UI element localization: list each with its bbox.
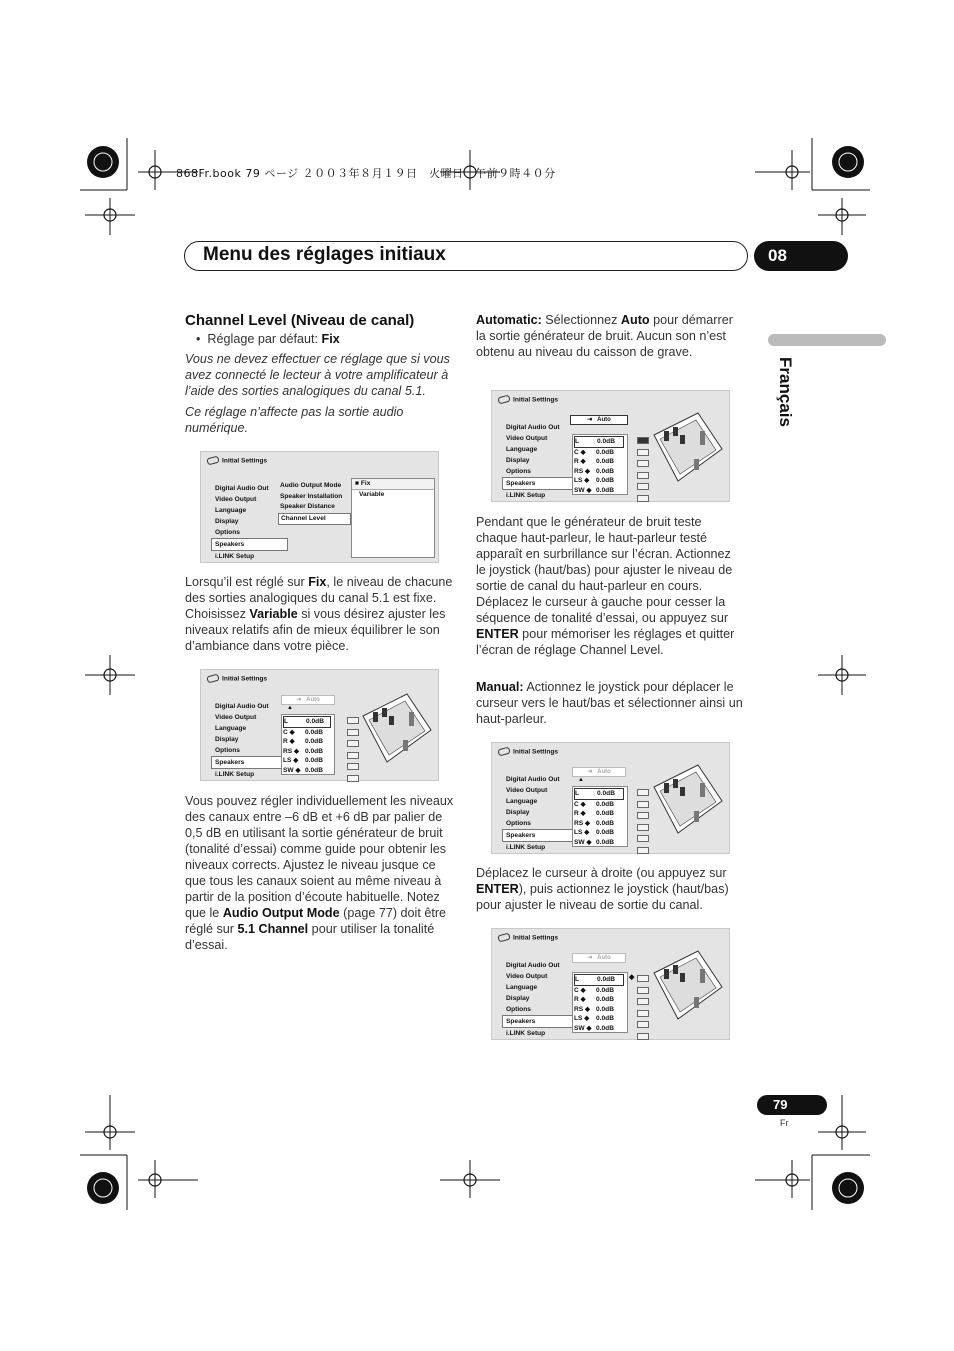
submenu-item-selected: Channel Level [278,513,351,526]
manual-paragraph: Manual: Actionnez le joystick pour déplacer le curseur vers le haut/bas et sélectionner ainsi un haut-parleur. [476,680,743,726]
noise-generator-paragraph: Pendant que le générateur de bruit teste chaque haut-parleur, le haut-parleur testé apparaît en surbrillance sur l’écran. Actionnez le joystick (haut/bas) pour ajuster le niveau de sortie de canal du haut-parleur en cours. Déplacez le curseur à gauche pour cesser la séquence de tonalité d’essai, ou appuyez sur ENTER pour mémoriser les réglages et quitter l’écran de réglage Channel Level. [476,515,735,657]
speaker-room-diagram [650,761,726,847]
settings-icon [206,456,219,466]
language-tab-bar [768,334,886,346]
default-setting-bullet: • Réglage par défaut: Fix [196,332,340,346]
settings-icon [497,747,510,757]
settings-icon [497,395,510,405]
chapter-number: 08 [768,246,787,265]
auto-button: ⇥ Auto [281,695,335,705]
level-bars [637,975,649,1044]
screen-title: Initial Settings [207,457,267,464]
channel-list: L 0.0dB C ◆ 0.0dB R ◆ 0.0dB RS ◆ 0.0dB LS ◆ 0.0dB SW ◆ 0.0dB [572,786,628,847]
fix-variable-paragraph: Lorsqu’il est réglé sur Fix, le niveau de chacune des sorties analogiques du canal 5.1 est fixe. Choisissez Variable si vous désirez ajuster les niveaux relatifs afin de mieux équilibrer le son d’ambiance dans votre pièce. [185,575,453,653]
adjust-arrow-icon: ◆ [629,974,635,981]
screen-title: Initial Settings [498,396,558,403]
screen-title: Initial Settings [498,934,558,941]
submenu-item: Speaker Installation [280,492,343,500]
section-title: Menu des réglages initiaux [203,244,446,265]
auto-button: ⇥ Auto [572,767,626,777]
channel-list: L 0.0dB C ◆ 0.0dB R ◆ 0.0dB RS ◆ 0.0dB LS ◆ 0.0dB SW ◆ 0.0dB [572,434,628,495]
screen-submenu [278,481,351,526]
note-analog-outputs: Vous ne devez effectuer ce réglage que si vous avez connecté le lecteur à votre amplificateur à l’aide des sorties analogiques du canal 5.1. [185,352,450,398]
menu-item: i.LINK Setup [215,553,255,560]
settings-icon [206,674,219,684]
print-header: 868Fr.book 79 ページ ２００３年８月１９日 火曜日 午前９時４０分 [176,167,556,180]
menu-item: Display [215,518,239,525]
menu-item-selected: Speakers [211,538,288,551]
speaker-room-diagram [359,690,435,776]
auto-button: ⇥ Auto [572,953,626,963]
submenu-item: Audio Output Mode [280,482,342,489]
screen-title: Initial Settings [498,748,558,755]
channel-list: L 0.0dB C ◆ 0.0dB R ◆ 0.0dB RS ◆ 0.0dB LS ◆ 0.0dB SW ◆ 0.0dB [281,714,335,775]
bullet-value: Fix [321,332,340,346]
channel-adjust-paragraph: Vous pouvez régler individuellement les niveaux des canaux entre –6 dB et +6 dB par palier de 0,5 dB en utilisant la sortie générateur de bruit (tonalité d’essai) comme guide pour obtenir les niveaux corrects. Ajustez le niveau jusque ce que tous les canaux soient au même niveau à partir de la position d’écoute habituelle. Notez que le Audio Output Mode (page 77) doit être réglé sur 5.1 Channel pour utiliser la tonalité d’essai. [185,794,454,952]
speaker-room-diagram [650,947,726,1033]
submenu-item: Speaker Distance [280,503,335,510]
channel-level-heading: Channel Level (Niveau de canal) [185,312,415,329]
screen-options-panel: ■ Fix Variable [351,478,435,558]
screen-title: Initial Settings [207,675,267,682]
page-language: Fr [780,1118,789,1128]
language-tab [770,358,806,432]
screen-main-menu: Digital Audio Out Video Output Language Display Options Speakers i.LINK Setup [506,422,579,501]
arrow-icon: ▲ [287,705,293,711]
page-number-badge [757,1095,827,1115]
level-bars [637,437,649,506]
menu-item: Language [215,507,247,514]
option-fix: Fix [360,480,371,487]
settings-icon [497,933,510,943]
screen-manual-mode [491,742,730,854]
arrow-icon: ▲ [578,777,584,783]
page-number: 79 [773,1097,788,1112]
language-label: Français [775,357,795,427]
menu-item: Digital Audio Out [215,485,269,492]
speaker-room-diagram [650,409,726,495]
channel-list: L 0.0dB C ◆ 0.0dB R ◆ 0.0dB RS ◆ 0.0dB LS ◆ 0.0dB SW ◆ 0.0dB [572,972,628,1033]
option-variable: Variable [359,491,385,498]
auto-button-active: ⇥ Auto [570,415,628,425]
screen-adjust-level [491,928,730,1040]
move-cursor-paragraph: Déplacez le curseur à droite (ou appuyez sur ENTER), puis actionnez le joystick (haut/bas) pour ajuster le niveau de sortie du canal. [476,866,729,912]
screen-main-menu: Digital Audio Out Video Output Language Display Options Speakers i.LINK Setup [215,701,288,780]
screen-channel-level-menu [200,451,439,563]
chapter-badge [754,241,848,271]
screen-main-menu: Digital Audio Out Video Output Language Display Options Speakers i.LINK Setup [506,960,579,1039]
automatic-paragraph: Automatic: Sélectionnez Auto pour démarrer la sortie générateur de bruit. Aucun son n’est obtenu au niveau du caisson de grave. [476,313,733,359]
screen-channel-levels-left [200,669,439,781]
note-digital-output: Ce réglage n’affecte pas la sortie audio numérique. [185,405,404,435]
menu-item: Options [215,529,240,536]
screen-auto-mode [491,390,730,502]
menu-item: Video Output [215,496,257,503]
bullet-prefix: Réglage par défaut: [207,332,322,346]
screen-main-menu: Digital Audio Out Video Output Language Display Options Speakers i.LINK Setup [506,774,579,853]
level-bars [347,717,359,786]
level-bars [637,789,649,858]
